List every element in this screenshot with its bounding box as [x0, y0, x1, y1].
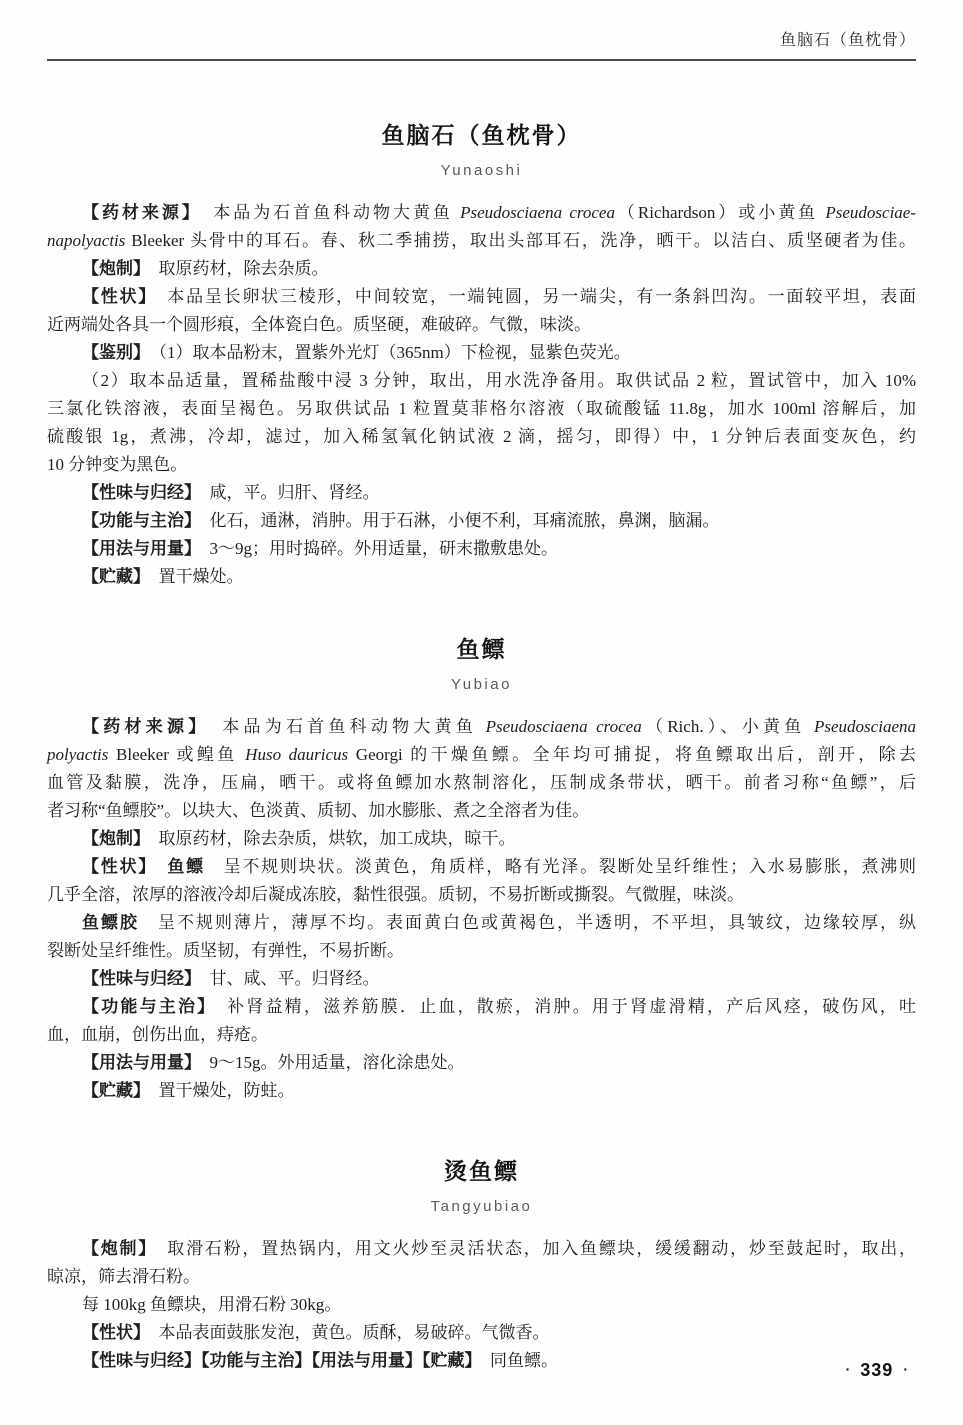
latin-name-run: Pseudosciaena crocea — [460, 203, 615, 222]
text-line — [47, 199, 916, 227]
monograph-section — [47, 117, 916, 591]
latin-name-run: Pseudosciaena crocea — [485, 717, 642, 736]
section-pinyin: Yunaoshi — [440, 162, 523, 179]
text-line — [47, 965, 916, 993]
latin-name-run: Pseudosciaena — [814, 717, 916, 736]
text-run: 化石，通淋，消肿。用于石淋，小便不利，耳痛流脓，鼻渊，脑漏。 — [192, 511, 720, 530]
text-line — [47, 1291, 916, 1319]
text-line — [47, 311, 916, 339]
text-run: 甘、咸、平。归肾经。 — [192, 969, 380, 988]
page-number: 339 — [860, 1360, 894, 1380]
running-title: 鱼脑石（鱼枕骨） — [779, 32, 916, 49]
text-line — [47, 367, 916, 395]
bold-run: 【性味与归经】【功能与主治】【用法与用量】【贮藏】 — [82, 1351, 473, 1370]
text-run: 本品呈长卵状三棱形，中间较宽，一端钝圆，另一端尖，有一条斜凹沟。一面较平坦，表面 — [148, 287, 916, 306]
text-run: 置干燥处。 — [141, 567, 244, 586]
text-line — [47, 423, 916, 451]
text-line — [47, 881, 916, 909]
footer-right-dot: · — [903, 1361, 908, 1377]
text-run: 几乎全溶，浓厚的溶液冷却后凝成冻胶，黏性很强。质韧，不易折断或撕裂。气微腥，味淡。 — [47, 885, 744, 904]
text-line — [47, 479, 916, 507]
text-run: 血，血崩，创伤出血，痔疮。 — [47, 1025, 268, 1044]
text-line — [47, 1049, 916, 1077]
monograph-section — [47, 631, 916, 1105]
bold-run: 【性状】 — [82, 857, 149, 876]
text-run: 呈不规则块状。淡黄色，角质样，略有光泽。裂断处呈纤维性；入水易膨胀，煮沸则 — [204, 857, 917, 876]
text-run: 本品为石首鱼科动物大黄鱼 — [193, 203, 461, 222]
section-title: 鱼脑石（鱼枕骨） — [381, 122, 582, 148]
text-run: 本品表面鼓胀发泡，黄色。质酥，易破碎。气微香。 — [141, 1323, 550, 1342]
text-run: （Richardson）或小黄鱼 — [614, 203, 826, 222]
bold-run: 【贮藏】 — [82, 567, 142, 586]
monograph-section — [47, 1153, 916, 1375]
text-run: 裂断处呈纤维性。质坚韧，有弹性，不易折断。 — [47, 941, 404, 960]
latin-name-run: napolyactis — [47, 231, 126, 250]
text-run: 同鱼鳔。 — [473, 1351, 558, 1370]
section-pinyin: Yubiao — [451, 676, 512, 693]
bold-run: 【功能与主治】 — [82, 511, 193, 530]
text-line — [47, 741, 916, 769]
text-line — [47, 507, 916, 535]
text-line — [47, 339, 916, 367]
text-line — [47, 993, 916, 1021]
text-line — [47, 563, 916, 591]
bold-run: 【用法与用量】 — [82, 539, 193, 558]
text-run: 晾凉，筛去滑石粉。 — [47, 1267, 200, 1286]
section-title: 鱼鳔 — [456, 636, 507, 662]
text-run: Bleeker 头骨中的耳石。春、秋二季捕捞，取出头部耳石，洗净，晒干。以洁白、质坚硬者为佳。 — [125, 231, 916, 250]
text-line — [47, 1263, 916, 1291]
bold-run: 【功能与主治】 — [82, 997, 208, 1016]
text-line — [47, 937, 916, 965]
text-run: 硫酸银 1g，煮沸，冷却，滤过，加入稀氢氧化钠试液 2 滴，摇匀，即得）中，1 分钟后表面变灰色，约 — [47, 427, 916, 446]
text-run: 者习称“鱼鳔胶”。以块大、色淡黄、质韧、加水膨胀、煮之全溶者为佳。 — [47, 801, 590, 820]
text-run: 近两端处各具一个圆形痕，全体瓷白色。质坚硬，难破碎。气微，味淡。 — [47, 315, 591, 334]
bold-run: 【用法与用量】 — [82, 1053, 193, 1072]
section-body — [47, 713, 916, 1105]
text-run: 3～9g；用时捣碎。外用适量，研末撒敷患处。 — [192, 539, 558, 558]
text-line — [47, 1319, 916, 1347]
section-pinyin: Tangyubiao — [430, 1198, 533, 1215]
text-run: 血管及黏膜，洗净，压扁，晒干。或将鱼鳔加水熬制溶化，压制成条带状，晒干。前者习称“鱼鳔”，后 — [47, 773, 916, 792]
bold-run: 【贮藏】 — [82, 1081, 142, 1100]
bold-run: 【性状】 — [82, 1323, 142, 1342]
text-run: 取原药材，除去杂质，烘软，加工成块，晾干。 — [141, 829, 516, 848]
text-line — [47, 853, 916, 881]
bold-run: 【药材来源】 — [82, 203, 194, 222]
document-body — [47, 117, 916, 1375]
bold-run: 【性状】 — [82, 287, 149, 306]
text-line — [47, 825, 916, 853]
text-run: 取滑石粉，置热锅内，用文火炒至灵活状态，加入鱼鳔块，缓缓翻动，炒至鼓起时，取出， — [148, 1239, 916, 1258]
text-line — [47, 769, 916, 797]
bold-run: 【炮制】 — [82, 1239, 149, 1258]
text-run: （Rich.）、小黄鱼 — [641, 717, 815, 736]
section-body — [47, 1235, 916, 1375]
bold-run: 【炮制】 — [82, 259, 142, 278]
text-run: 本品为石首鱼科动物大黄鱼 — [200, 717, 486, 736]
latin-name-run: Pseudosciae- — [825, 203, 916, 222]
bold-run: 【炮制】 — [82, 829, 142, 848]
text-run: 取原药材，除去杂质。 — [141, 259, 329, 278]
section-body — [47, 199, 916, 591]
bold-run: 【性味与归经】 — [82, 483, 193, 502]
text-line — [47, 713, 916, 741]
text-run: 10 分钟变为黑色。 — [47, 455, 188, 474]
bold-run: 【药材来源】 — [82, 717, 201, 736]
text-run: 置干燥处，防蛀。 — [141, 1081, 295, 1100]
text-run: 呈不规则薄片，薄厚不均。表面黄白色或黄褐色，半透明，不平坦，具皱纹，边缘较厚，纵 — [139, 913, 916, 932]
latin-name-run: polyactis — [47, 745, 109, 764]
text-run: 补肾益精，滋养筋膜．止血，散瘀，消肿。用于肾虚滑精，产后风痉，破伤风，吐 — [207, 997, 917, 1016]
bold-run: 鱼鳔胶 — [82, 913, 139, 932]
section-title: 烫鱼鳔 — [444, 1158, 519, 1184]
text-run: （2）取本品适量，置稀盐酸中浸 3 分钟，取出，用水洗净备用。取供试品 2 粒，置试管中，加入 10% — [82, 371, 916, 390]
bold-run: 鱼鳔 — [167, 857, 205, 876]
header-rule — [47, 59, 916, 61]
text-run — [149, 857, 168, 876]
text-run: Georgi 的干燥鱼鳔。全年均可捕捉，将鱼鳔取出后，剖开，除去 — [348, 745, 916, 764]
text-line — [47, 1235, 916, 1263]
text-line — [47, 395, 916, 423]
latin-name-run: Huso dauricus — [245, 745, 349, 764]
text-run: 每 100kg 鱼鳔块，用滑石粉 30kg。 — [82, 1295, 342, 1314]
text-run: 三氯化铁溶液，表面呈褐色。另取供试品 1 粒置莫菲格尔溶液（取硫酸锰 11.8g，加水 100ml 溶解后，加 — [47, 399, 916, 418]
text-line — [47, 535, 916, 563]
text-run: Bleeker 或鳇鱼 — [108, 745, 246, 764]
text-line — [47, 255, 916, 283]
text-line — [47, 909, 916, 937]
text-line — [47, 1021, 916, 1049]
text-line — [47, 1077, 916, 1105]
text-line — [47, 1347, 916, 1375]
bold-run: 【性味与归经】 — [82, 969, 193, 988]
text-run: （1）取本品粉末，置紫外光灯（365nm）下检视，显紫色荧光。 — [141, 343, 631, 362]
text-line — [47, 797, 916, 825]
text-line — [47, 451, 916, 479]
text-run: 咸，平。归肝、肾经。 — [192, 483, 380, 502]
bold-run: 【鉴别】 — [82, 343, 142, 362]
page-footer — [846, 1360, 908, 1381]
text-run: 9～15g。外用适量，溶化涂患处。 — [192, 1053, 465, 1072]
running-header — [47, 0, 916, 50]
text-line — [47, 283, 916, 311]
footer-left-dot: · — [845, 1361, 851, 1377]
text-line — [47, 227, 916, 255]
